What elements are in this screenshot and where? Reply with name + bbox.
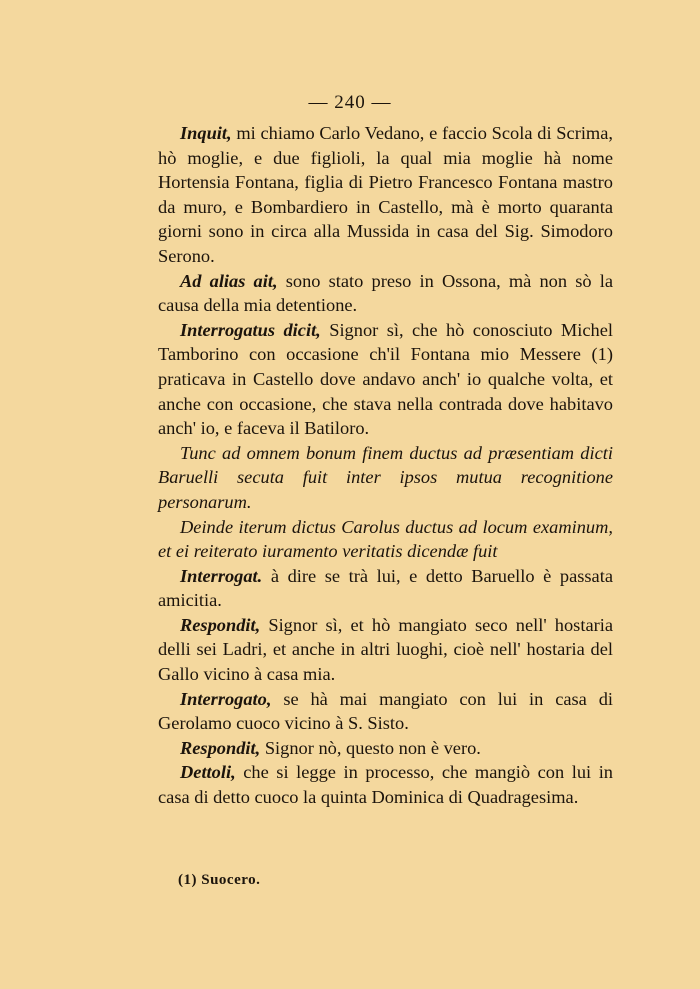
- paragraph-text: se hà mai mangiato con lui in casa di Gerolamo cuoco vicino à S. Sisto.: [158, 688, 613, 734]
- paragraph-lead: Inquit,: [180, 123, 232, 143]
- paragraph-text: Deinde iterum dictus Carolus ductus ad locum examinum, et ei reiterato iuramento veritatis dicendæ fuit: [158, 516, 613, 562]
- paragraph-text: à dire se trà lui, e detto Baruello è passata amicitia.: [158, 565, 613, 611]
- paragraph: [158, 121, 613, 269]
- paragraph-text: Signor sì, che hò conosciuto Michel Tamborino con occasione ch'il Fontana mio Messere (1) praticava in Castello dove andavo anch' io qualche volta, et anche con occasione, che stava nella contrada dove habitavo anch' io, e faceva il Batiloro.: [158, 319, 613, 439]
- paragraph-lead: Interrogat.: [180, 565, 263, 586]
- paragraph: [158, 564, 613, 613]
- body-text: [158, 121, 613, 810]
- paragraph-text: sono stato preso in Ossona, mà non sò la causa della mia detentione.: [158, 270, 614, 316]
- latin-paragraph: [158, 441, 613, 515]
- paragraph-text: Signor nò, questo non è vero.: [260, 737, 481, 758]
- paragraph: [158, 269, 613, 318]
- paragraph-text: Tunc ad omnem bonum finem ductus ad præsentiam dicti Baruelli secuta fuit inter ipsos mutua recognitione personarum.: [158, 442, 613, 512]
- paragraph: [158, 687, 613, 736]
- page-number: — 240 —: [308, 92, 392, 113]
- latin-paragraph: [158, 515, 613, 564]
- paragraph-text: mi chiamo Carlo Vedano, e faccio Scola di Scrima, hò moglie, e due figlioli, la qual mia moglie hà nome Hortensia Fontana, figlia di Pietro Francesco Fontana mastro da muro, e Bombardiero in Castello, mà è morto quaranta giorni sono in circa alla Mussida in casa del Sig. Simodoro Serono.: [158, 123, 613, 266]
- paragraph-lead: Respondit,: [180, 737, 261, 758]
- paragraph: [158, 736, 613, 761]
- paragraph-text: che si legge in processo, che mangiò con lui in casa di detto cuoco la quinta Dominica di Quadragesima.: [158, 762, 613, 808]
- paragraph-lead: Dettoli,: [180, 762, 236, 783]
- paragraph: [158, 760, 613, 809]
- paragraph: [158, 613, 613, 687]
- paragraph-lead: Interrogatus dicit,: [180, 319, 321, 340]
- paragraph-lead: Respondit,: [180, 614, 261, 635]
- paragraph-text: Signor sì, et hò mangiato seco nell' hostaria delli sei Ladri, et anche in altri luoghi, cioè nell' hostaria del Gallo vicino à casa mia.: [158, 614, 613, 685]
- paragraph: [158, 318, 613, 441]
- paragraph-lead: Ad alias ait,: [180, 270, 278, 291]
- footnote: (1) Suocero.: [178, 872, 261, 888]
- paragraph-lead: Interrogato,: [180, 688, 272, 709]
